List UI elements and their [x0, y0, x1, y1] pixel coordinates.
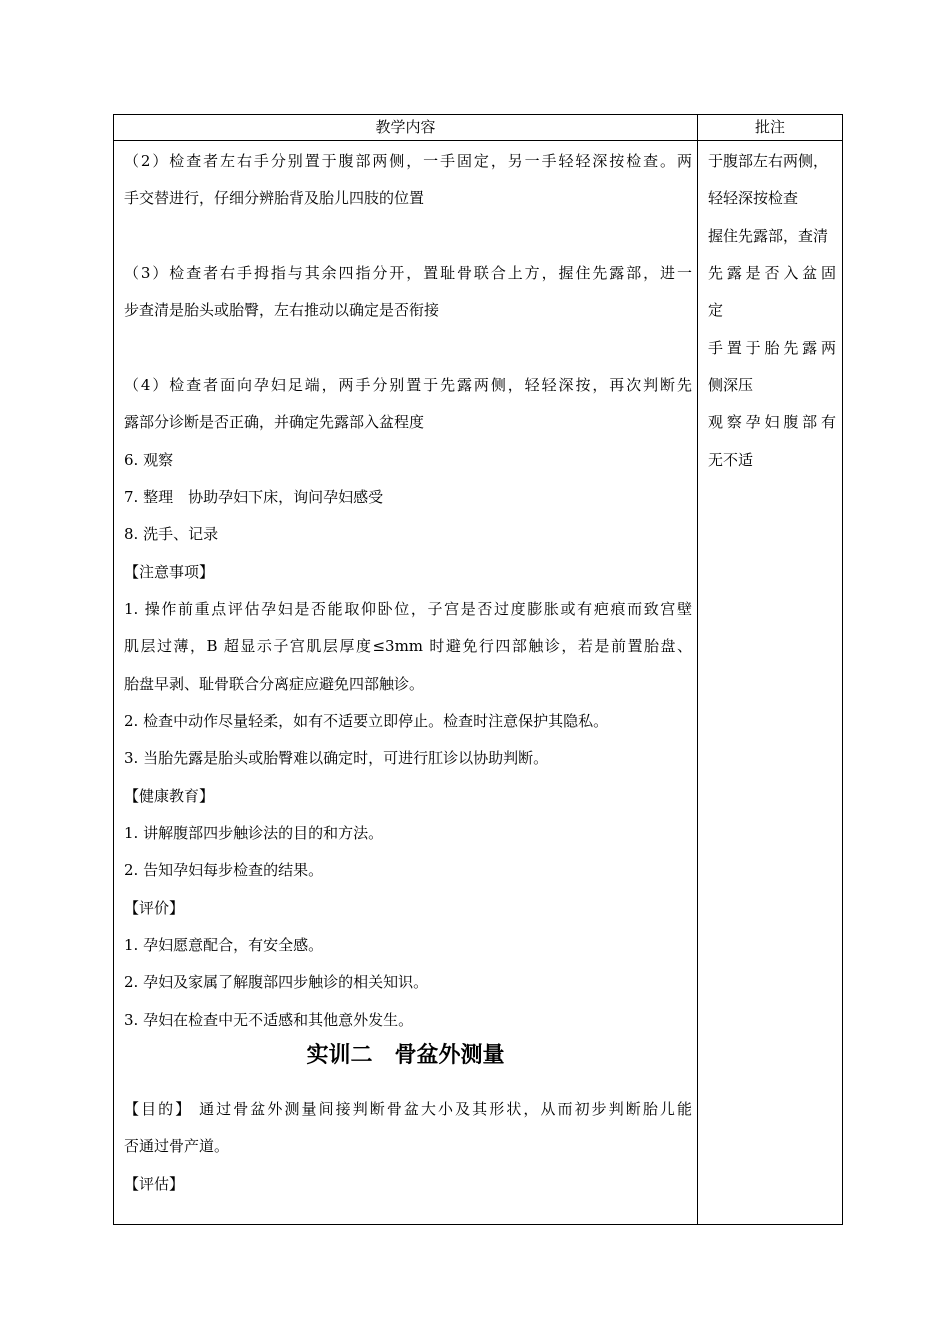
header-teaching-content: 教学内容 [375, 118, 436, 136]
note-line: 轻轻深按检查 [708, 189, 799, 207]
item-tidy: 7. 整理 协助孕妇下床，询问孕妇感受 [124, 488, 384, 506]
eval1: 1. 孕妇愿意配合，有安全感。 [124, 936, 324, 954]
health2: 2. 告知孕妇每步检查的结果。 [124, 861, 324, 879]
note-line: 手置于胎先露两 [708, 339, 836, 357]
item-observe: 6. 观察 [124, 451, 174, 469]
step4-line2: 露部分诊断是否正确，并确定先露部入盆程度 [124, 413, 425, 431]
notice2: 2. 检查中动作尽量轻柔，如有不适要立即停止。检查时注意保护其隐私。 [124, 712, 609, 730]
item-wash-record: 8. 洗手、记录 [124, 525, 219, 543]
eval3: 3. 孕妇在检查中无不适感和其他意外发生。 [124, 1011, 414, 1029]
step3-line1: （3）检查者右手拇指与其余四指分开，置耻骨联合上方，握住先露部，进一 [124, 264, 692, 282]
header-annotation: 批注 [754, 118, 785, 136]
eval-heading: 【评价】 [124, 899, 185, 917]
note-line: 握住先露部，查清 [708, 227, 829, 245]
assess-heading: 【评估】 [124, 1175, 185, 1193]
purpose-line2: 否通过骨产道。 [124, 1137, 230, 1155]
step3-line2: 步查清是胎头或胎臀，左右推动以确定是否衔接 [124, 301, 440, 319]
notice1-line1: 1. 操作前重点评估孕妇是否能取仰卧位，子宫是否过度膨胀或有疤痕而致宫壁 [124, 600, 692, 618]
notice3: 3. 当胎先露是胎头或胎臀难以确定时，可进行肛诊以协助判断。 [124, 749, 549, 767]
eval2: 2. 孕妇及家属了解腹部四步触诊的相关知识。 [124, 973, 429, 991]
note-line: 先露是否入盆固 [708, 264, 836, 282]
note-line: 定 [708, 301, 724, 319]
health1: 1. 讲解腹部四步触诊法的目的和方法。 [124, 824, 384, 842]
step2-line2: 手交替进行，仔细分辨胎背及胎儿四肢的位置 [124, 189, 425, 207]
notice-heading: 【注意事项】 [124, 563, 215, 581]
note-line: 无不适 [708, 451, 754, 469]
lesson-table [113, 114, 843, 1225]
table-header-row [114, 115, 842, 141]
note-line: 于腹部左右两侧， [708, 152, 829, 170]
note-line: 观察孕妇腹部有 [708, 413, 836, 431]
section-title: 实训二 骨盆外测量 [306, 1043, 505, 1068]
notice1-line3: 胎盘早剥、耻骨联合分离症应避免四部触诊。 [124, 675, 425, 693]
notice1-line2: 肌层过薄，B 超显示子宫肌层厚度≤3mm 时避免行四部触诊，若是前置胎盘、 [124, 637, 692, 655]
note-line: 侧深压 [708, 376, 754, 394]
column-divider [697, 115, 698, 1224]
purpose-line1: 【目的】 通过骨盆外测量间接判断骨盆大小及其形状，从而初步判断胎儿能 [124, 1100, 692, 1118]
health-heading: 【健康教育】 [124, 787, 215, 805]
step2-line1: （2）检查者左右手分别置于腹部两侧，一手固定，另一手轻轻深按检查。两 [124, 152, 692, 170]
step4-line1: （4）检查者面向孕妇足端，两手分别置于先露两侧，轻轻深按，再次判断先 [124, 376, 692, 394]
